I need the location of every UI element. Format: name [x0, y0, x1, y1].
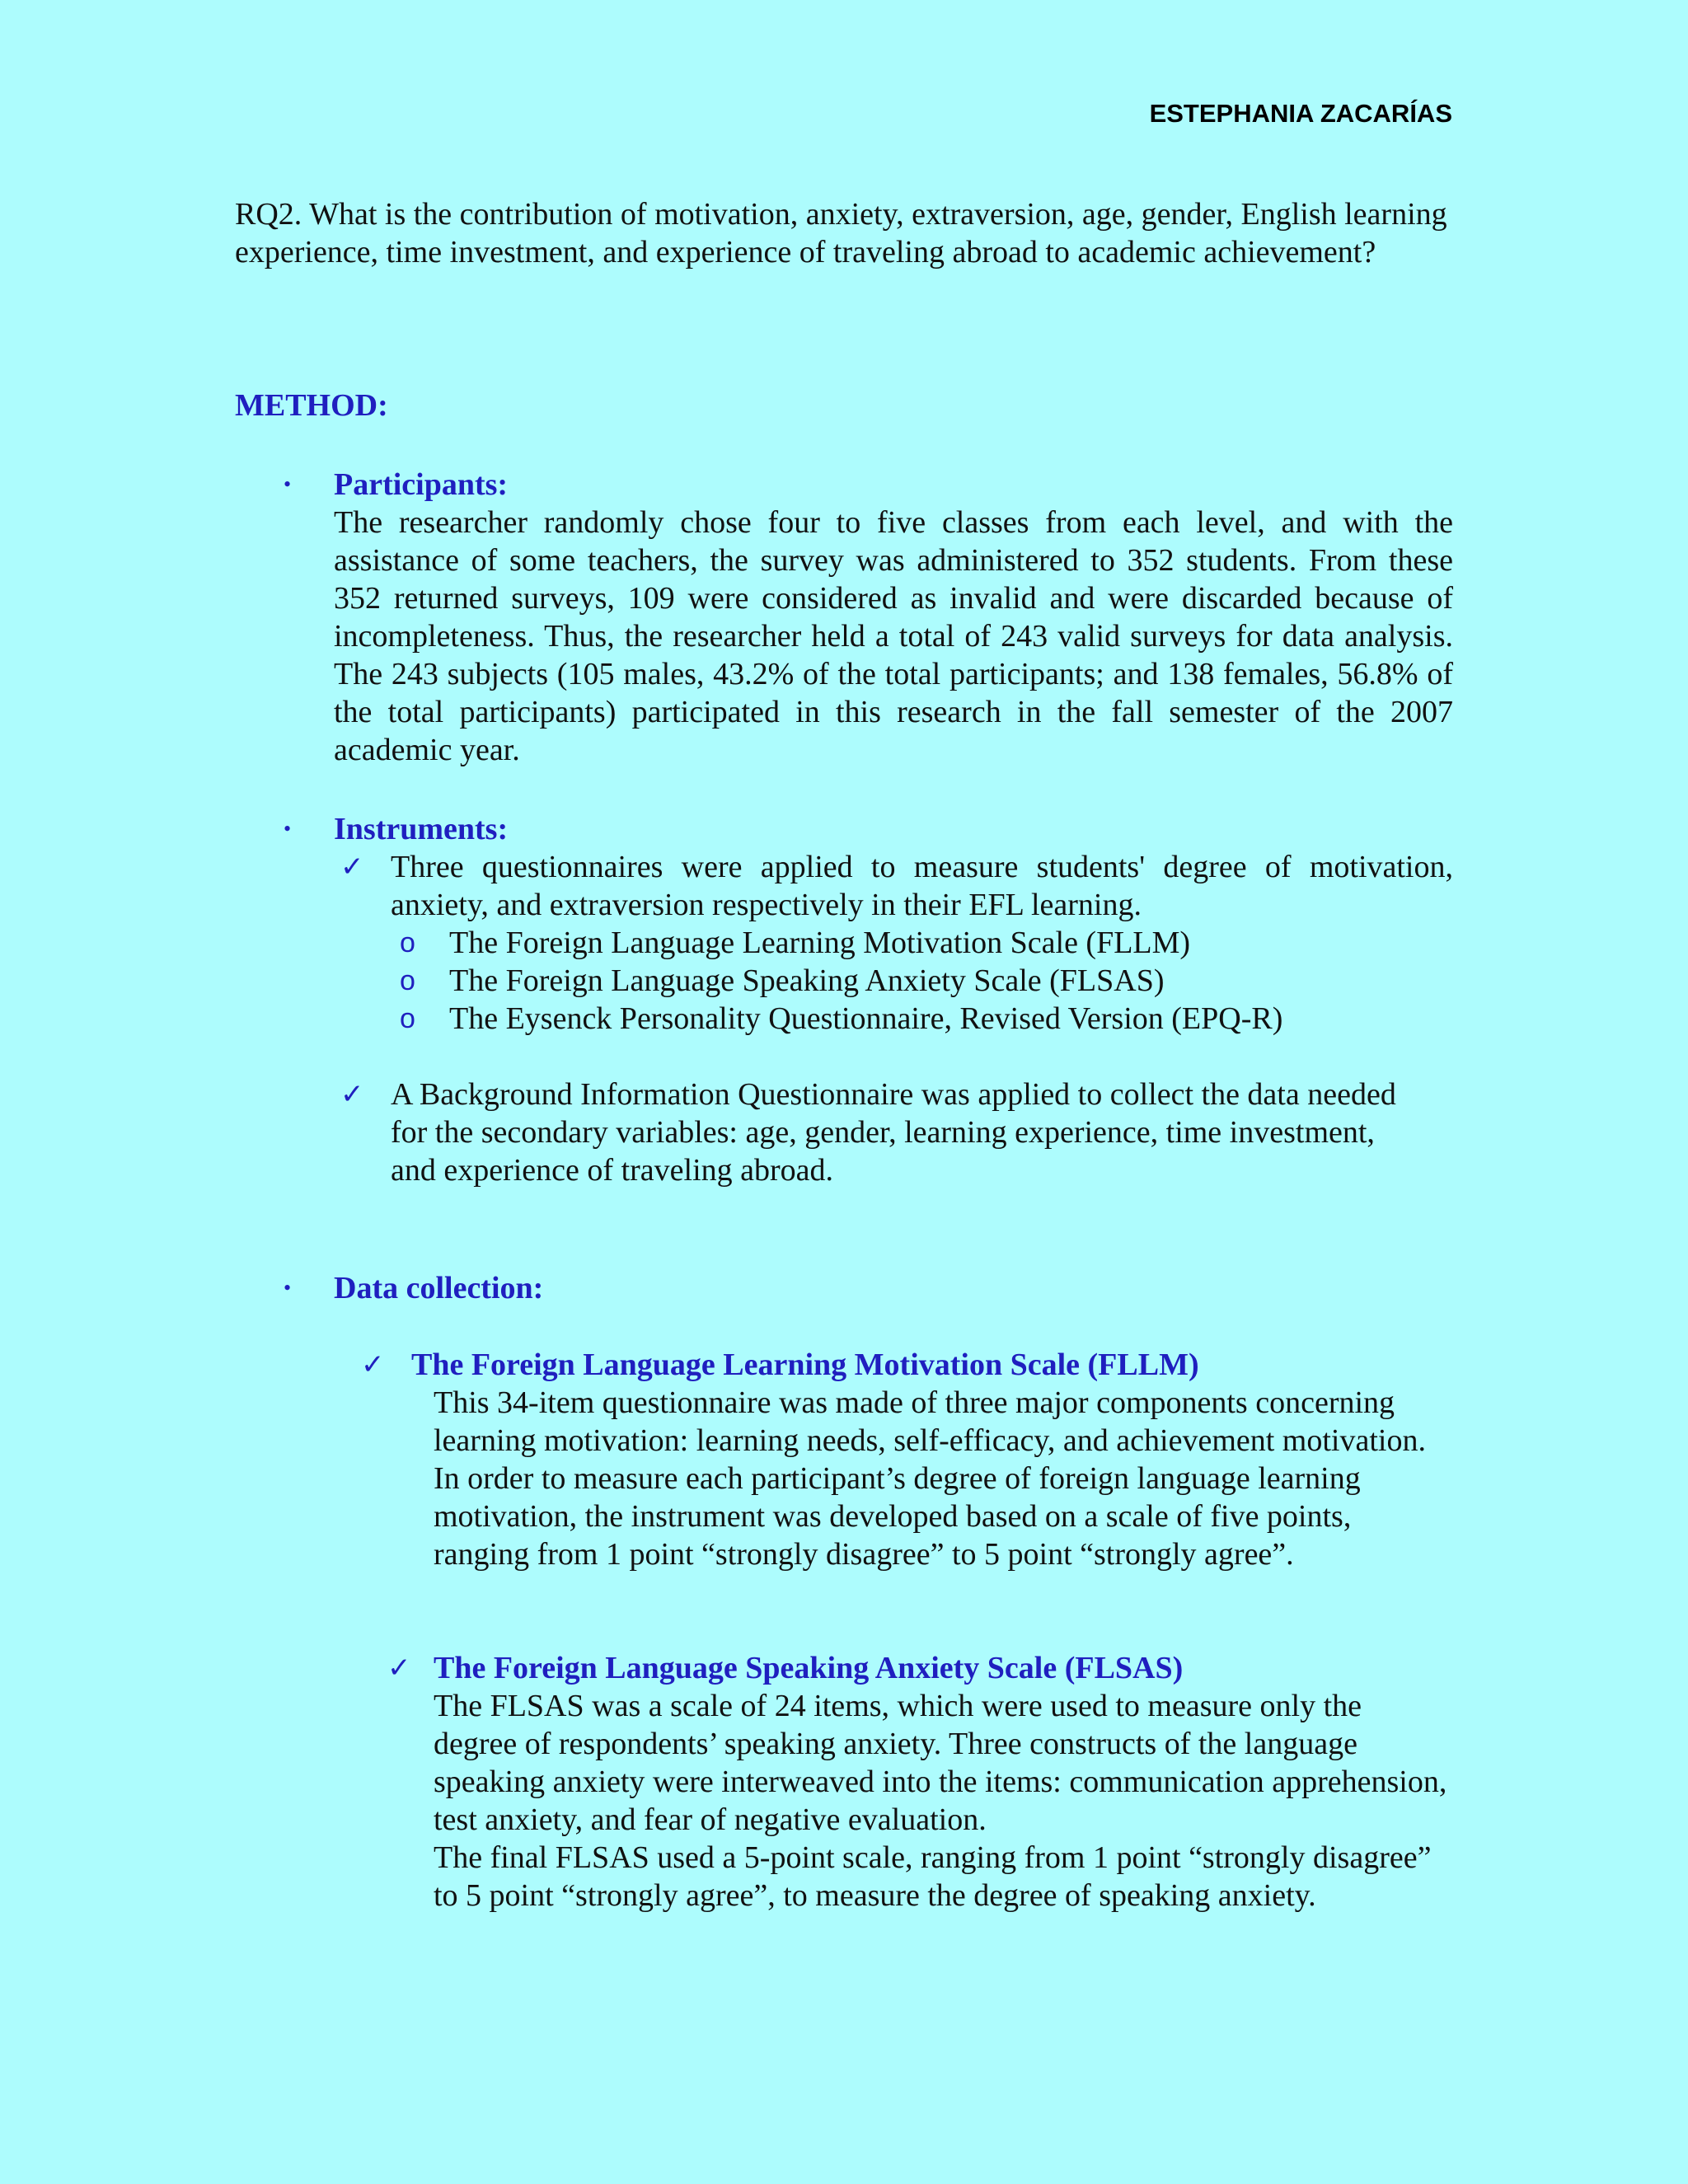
fllm-text: This 34-item questionnaire was made of three major components concerning learning motivation: learning needs, self-efficacy, and achievement motivation. In order to measure each participant’s degree of foreign language learning motivation, the instrument was developed based on a scale of five points, ranging from 1 point “strongly disagree” to 5 point “strongly agree”. — [434, 1385, 1426, 1572]
instrument-subitem: The Foreign Language Learning Motivation Scale (FLLM) — [449, 926, 1191, 960]
checkmark-icon: ✓ — [361, 1348, 385, 1381]
bullet-icon: • — [284, 1276, 292, 1300]
participants-text: The researcher randomly chose four to five classes from each level, and with the assistance of some teachers, the survey was administered to 352 students. From these 352 returned surveys, 109 were considered as invalid and were discarded because of incompleteness. Thus, the researcher held a total of 243 valid surveys for data analysis. The 243 subjects (105 males, 43.2% of the total participants; and 138 females, 56.8% of the total participants) participated in this research in the fall semester of the 2007 academic year. — [334, 505, 1453, 767]
instruments-item-2: A Background Information Questionnaire was applied to collect the data needed for the secondary variables: age, gender, learning experience, time investment, and experience of traveling abroad. — [391, 1077, 1396, 1188]
circle-bullet-icon: o — [400, 1003, 415, 1034]
participants-heading: Participants: — [334, 467, 509, 502]
circle-bullet-icon: o — [400, 965, 415, 996]
instrument-subitem: The Eysenck Personality Questionnaire, Revised Version (EPQ-R) — [449, 1001, 1283, 1036]
author-header: ESTEPHANIA ZACARÍAS — [1149, 99, 1452, 128]
checkmark-icon: ✓ — [340, 1078, 364, 1111]
checkmark-icon: ✓ — [340, 851, 364, 883]
flsas-text-1: The FLSAS was a scale of 24 items, which were used to measure only the degree of respondents’ speaking anxiety. Three constructs of the language speaking anxiety were interweaved into the items: communication apprehension, test anxiety, and fear of negative evaluation. — [434, 1689, 1447, 1837]
bullet-icon: • — [284, 817, 292, 841]
instrument-subitem: The Foreign Language Speaking Anxiety Scale (FLSAS) — [449, 963, 1165, 998]
circle-bullet-icon: o — [400, 927, 415, 958]
bullet-icon: • — [284, 472, 292, 496]
checkmark-icon: ✓ — [387, 1652, 411, 1685]
research-question-2: RQ2. What is the contribution of motivation, anxiety, extraversion, age, gender, English learning experience, time investment, and experience of traveling abroad to academic achievement? — [235, 197, 1447, 269]
fllm-heading: The Foreign Language Learning Motivation Scale (FLLM) — [411, 1347, 1199, 1382]
flsas-heading: The Foreign Language Speaking Anxiety Scale (FLSAS) — [434, 1651, 1184, 1685]
instruments-heading: Instruments: — [334, 812, 509, 846]
data-collection-heading: Data collection: — [334, 1271, 544, 1305]
flsas-text-2: The final FLSAS used a 5-point scale, ranging from 1 point “strongly disagree” to 5 point “strongly agree”, to measure the degree of speaking anxiety. — [434, 1840, 1432, 1913]
instruments-item-1: Three questionnaires were applied to measure students' degree of motivation, anxiety, and extraversion respectively in their EFL learning. — [391, 850, 1453, 922]
method-heading: METHOD: — [235, 388, 388, 423]
